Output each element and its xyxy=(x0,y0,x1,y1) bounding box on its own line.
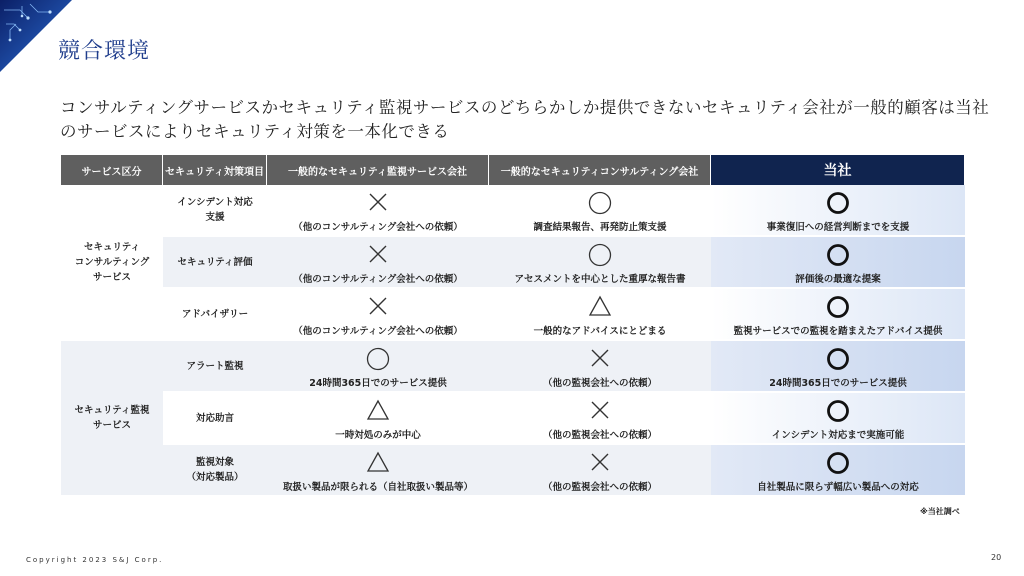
lead-text: コンサルティングサービスかセキュリティ監視サービスのどちらかしか提供できないセキュリティ会社が一般的顧客は当社のサービスによりセキュリティ対策を一本化できる xyxy=(60,98,990,141)
bold-circle-mark-icon xyxy=(711,451,965,475)
page-number: 20 xyxy=(991,553,1002,562)
header-security-item: セキュリティ対策項目 xyxy=(163,155,267,185)
ours-description: 監視サービスでの監視を踏まえたアドバイス提供 xyxy=(733,326,943,337)
circle-mark-icon xyxy=(489,243,711,267)
circle-mark-icon xyxy=(267,347,489,371)
section-consulting-service: セキュリティ コンサルティング サービス xyxy=(61,185,163,341)
header-consulting-company: 一般的なセキュリティコンサルティング会社 xyxy=(489,155,711,185)
consult-cell xyxy=(489,341,711,393)
monitor-description: 24時間365日でのサービス提供 xyxy=(309,378,447,389)
triangle-mark-icon xyxy=(489,295,711,319)
cross-mark-icon xyxy=(267,295,489,319)
ours-description: インシデント対応まで実施可能 xyxy=(771,430,905,441)
cross-mark-icon xyxy=(489,399,711,423)
monitor-description: （他のコンサルティング会社への依頼） xyxy=(293,326,463,337)
monitor-cell xyxy=(267,445,489,497)
bold-circle-mark-icon xyxy=(711,295,965,319)
ours-cell xyxy=(711,341,965,393)
cross-mark-icon xyxy=(267,243,489,267)
consult-description: 調査結果報告、再発防止策支援 xyxy=(533,222,667,233)
row-item-label: アドバイザリー xyxy=(163,289,267,341)
consult-description: （他の監視会社への依頼） xyxy=(542,378,657,389)
monitor-cell xyxy=(267,237,489,289)
table-row xyxy=(61,185,965,237)
ours-cell xyxy=(711,289,965,341)
triangle-mark-icon xyxy=(267,451,489,475)
header-our-company: 当社 xyxy=(711,155,965,185)
table-row xyxy=(61,237,965,289)
ours-cell xyxy=(711,393,965,445)
consult-cell xyxy=(489,237,711,289)
triangle-mark-icon xyxy=(267,399,489,423)
table-row xyxy=(61,393,965,445)
consult-description: （他の監視会社への依頼） xyxy=(542,482,657,493)
circle-mark-icon xyxy=(489,191,711,215)
consult-cell xyxy=(489,185,711,237)
table-row xyxy=(61,445,965,497)
ours-description: 評価後の最適な提案 xyxy=(795,274,881,285)
row-item-label: 監視対象 （対応製品） xyxy=(163,445,267,497)
ours-cell xyxy=(711,445,965,497)
bold-circle-mark-icon xyxy=(711,399,965,423)
monitor-description: （他のコンサルティング会社への依頼） xyxy=(293,222,463,233)
table-row xyxy=(61,341,965,393)
ours-cell xyxy=(711,237,965,289)
ours-description: 24時間365日でのサービス提供 xyxy=(769,378,907,389)
ours-description: 事業復旧への経営判断までを支援 xyxy=(766,222,910,233)
bold-circle-mark-icon xyxy=(711,191,965,215)
monitor-cell xyxy=(267,185,489,237)
monitor-cell xyxy=(267,289,489,341)
consult-cell xyxy=(489,445,711,497)
competitive-comparison-table xyxy=(61,155,965,497)
monitor-description: 取扱い製品が限られる（自社取扱い製品等） xyxy=(282,482,473,493)
header-service-category: サービス区分 xyxy=(61,155,163,185)
source-note: ※当社調べ xyxy=(920,507,960,516)
row-item-label: アラート監視 xyxy=(163,341,267,393)
bold-circle-mark-icon xyxy=(711,347,965,371)
consult-cell xyxy=(489,393,711,445)
consult-cell xyxy=(489,289,711,341)
section-monitoring-service: セキュリティ監視 サービス xyxy=(61,341,163,497)
page-title: 競合環境 xyxy=(58,39,151,64)
monitor-description: 一時対処のみが中心 xyxy=(335,430,421,441)
monitor-cell xyxy=(267,341,489,393)
consult-description: 一般的なアドバイスにとどまる xyxy=(533,326,667,337)
consult-description: アセスメントを中心とした重厚な報告書 xyxy=(514,274,686,285)
bold-circle-mark-icon xyxy=(711,243,965,267)
table-row xyxy=(61,289,965,341)
cross-mark-icon xyxy=(267,191,489,215)
ours-cell xyxy=(711,185,965,237)
copyright: Copyright 2023 S&J Corp. xyxy=(26,556,164,564)
cross-mark-icon xyxy=(489,451,711,475)
header-monitoring-company: 一般的なセキュリティ監視サービス会社 xyxy=(267,155,489,185)
row-item-label: インシデント対応 支援 xyxy=(163,185,267,237)
cross-mark-icon xyxy=(489,347,711,371)
row-item-label: セキュリティ評価 xyxy=(163,237,267,289)
row-item-label: 対応助言 xyxy=(163,393,267,445)
consult-description: （他の監視会社への依頼） xyxy=(542,430,657,441)
ours-description: 自社製品に限らず幅広い製品への対応 xyxy=(757,482,919,493)
monitor-cell xyxy=(267,393,489,445)
monitor-description: （他のコンサルティング会社への依頼） xyxy=(293,274,463,285)
